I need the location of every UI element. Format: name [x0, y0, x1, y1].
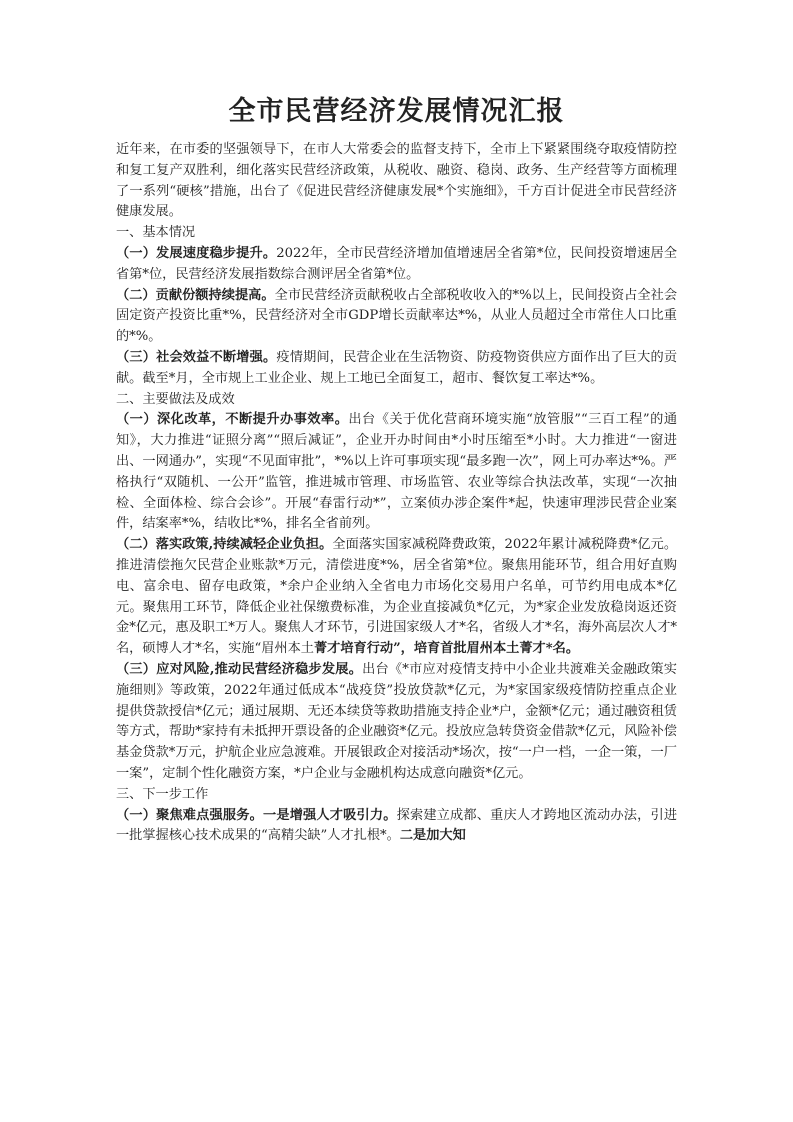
paragraph-body: 探索建立成都、重庆人才跨地区流动办法，引进一批掌握核心技术成果的“高精尖缺”人才扎根*。	[116, 807, 678, 844]
section-heading-next-steps: 三、下一步工作	[116, 786, 209, 802]
paragraph-body: 2022年，全市民营经济增加值增速居全省第*位，民间投资增速居全省第*位，民营经济发展指数综合测评居全省第*位。	[116, 245, 678, 282]
paragraph-body: 出台《关于优化营商环境实施“放管服”“三百工程”的通知》，大力推进“证照分离”“照后减证”，企业开办时间由*小时压缩至*小时。大力推进“一窗进出、一网通办”，实现“不见面审批”，*%以上许可事项实现“最多跑一次”，网上可办率达*%。严格执行“双随机、一公开”监管，推进城市管理、市场监管、农业等综合执法改革，实现“一次抽检、全面体检、综合会诊”。开展“春雷行动*”，立案侦办涉企案件*起，快速审理涉民营企业案件，结案率*%，结收比*%，排名全省前列。	[116, 412, 678, 532]
paragraph-bold-tail: 二是加大知	[399, 828, 466, 844]
section-heading-basic: 一、基本情况	[116, 225, 196, 241]
paragraph-bold-tail: 菁才培育行动”，培育首批眉州本土菁才*名。	[313, 641, 580, 657]
paragraph-body: 全面落实国家减税降费政策，2022年累计减税降费*亿元。推进清偿拖欠民营企业账款*万元，清偿进度*%，居全省第*位。聚焦用能环节，组合用好直购电、富余电、留存电政策，*余户企业纳入全省电力市场化交易用户名单，可节约用电成本*亿元。聚焦用工环节，降低企业社保缴费标准，为企业直接减负*亿元，为*家企业发放稳岗返还资金*亿元，惠及职工*万人。聚焦人才环节，引进国家级人才*名，省级人才*名，海外高层次人才*名，硕博人才*名，实施“眉州本土	[116, 537, 678, 657]
paragraph-lead: （三）社会效益不断增强。	[116, 349, 277, 365]
paragraph-lead: （一）深化改革，不断提升办事效率。	[116, 412, 349, 428]
paragraph-lead: （三）应对风险,推动民营经济稳步发展。	[116, 661, 363, 677]
paragraph-lead: （二）落实政策,持续减轻企业负担。	[116, 537, 333, 553]
paragraph-reform	[116, 410, 677, 535]
paragraph-risk	[116, 660, 677, 785]
paragraph-body: 出台《*市应对疫情支持中小企业共渡难关金融政策实施细则》等政策，2022年通过低成本“战疫贷”投放贷款*亿元，为*家国家级疫情防控重点企业提供贷款授信*亿元；通过展期、无还本续贷等救助措施支持企业*户，金额*亿元；通过融资租赁等方式，帮助*家持有未抵押开票设备的企业融资*亿元。投放应急转贷资金借款*亿元，风险补偿基金贷款*万元，护航企业应急渡难。开展银政企对接活动*场次，按“一户一档，一企一策，一厂一案”，定制个性化融资方案，*户企业与金融机构达成意向融资*亿元。	[116, 661, 677, 781]
paragraph-service	[116, 806, 677, 848]
paragraph-lead: （一）发展速度稳步提升。	[116, 245, 277, 261]
paragraph-growth	[116, 244, 677, 286]
paragraph-policy	[116, 535, 677, 660]
paragraph-body: 全市民营经济贡献税收占全部税收收入的*%以上，民间投资占全社会固定资产投资比重*%，民营经济对全市GDP增长贡献率达*%，从业人员超过全市常住人口比重的*%。	[116, 287, 678, 345]
document-title: 全市民营经济发展情况汇报	[228, 96, 565, 127]
intro-paragraph: 近年来，在市委的坚强领导下，在市人大常委会的监督支持下，全市上下紧紧围绕夺取疫情防控和复工复产双胜利，细化落实民营经济政策，从税收、融资、稳岗、政务、生产经营等方面梳理了一系列“硬核”措施，出台了《促进民营经济健康发展*个实施细》，千方百计促进全市民营经济健康发展。	[116, 142, 677, 220]
paragraph-body: 疫情期间，民营企业在生活物资、防疫物资供应方面作出了巨大的贡献。截至*月，全市规上工业企业、规上工地已全面复工，超市、餐饮复工率达*%。	[116, 349, 678, 386]
paragraph-lead: （二）贡献份额持续提高。	[116, 287, 275, 303]
section-heading-measures: 二、主要做法及成效	[116, 391, 235, 407]
paragraph-social-benefit	[116, 348, 677, 390]
paragraph-lead: （一）聚焦难点强服务。一是增强人才吸引力。	[116, 807, 397, 823]
paragraph-contribution	[116, 286, 677, 348]
